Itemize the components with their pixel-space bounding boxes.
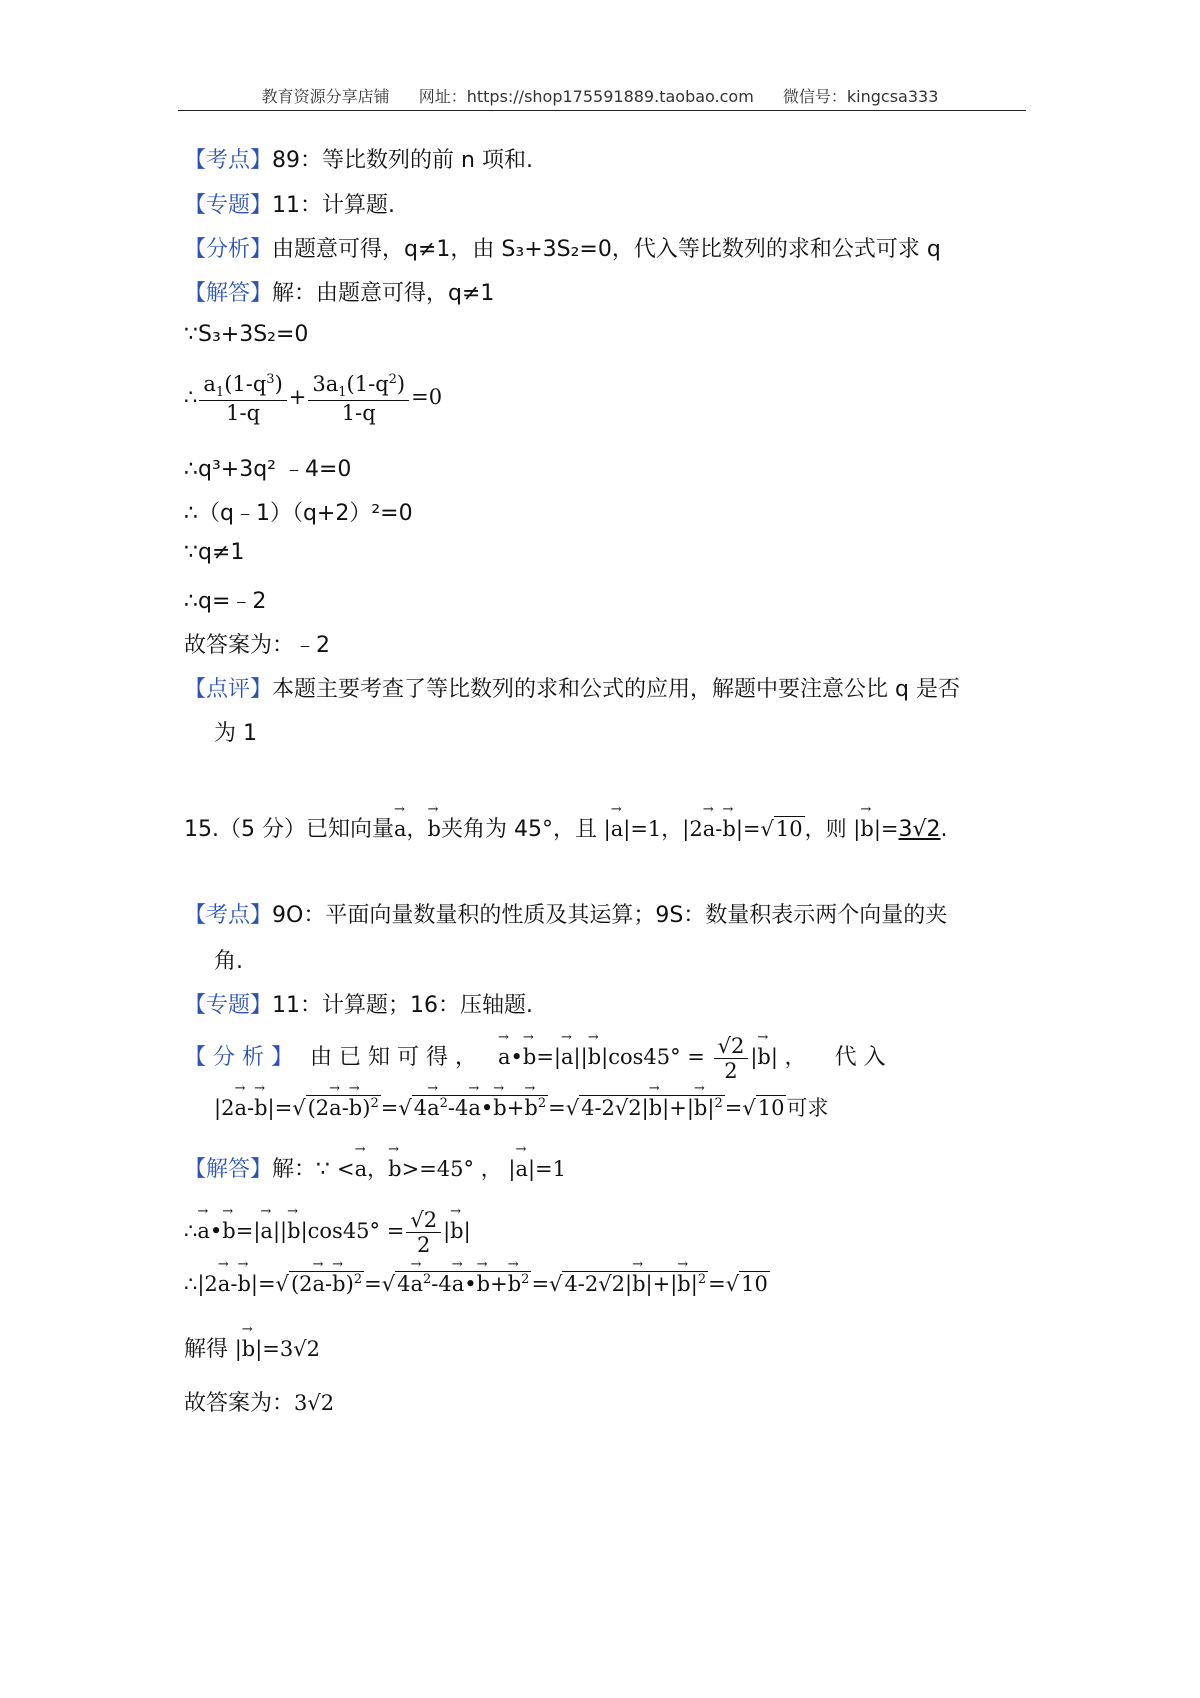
p15-kaodian-cont: 角. [214,949,243,974]
p15-jieda: 【解答】解：∵ <→ a，→ b>=45° ， |→ a|=1 [184,1152,566,1183]
p15-step1-formula: ∴→ a•→ b=|→ a||→ b|cos45° = $\frac{√2}{2}$ |→ b| [184,1208,471,1257]
p15-answer-blank: 3√2 [898,817,941,842]
p14-fenxi: 【分析】由题意可得，q≠1，由 S₃+3S₂=0，代入等比数列的求和公式可求 q [184,237,941,262]
p14-kaodian: 【考点】89：等比数列的前 n 项和. [184,148,533,173]
p15-answer: 故答案为：3√2 [184,1391,335,1416]
p14-step1: ∵S₃+3S₂=0 [184,322,309,347]
header-url: 网址：https://shop175591889.taobao.com [418,87,754,106]
p14-answer: 故答案为：﹣2 [184,633,330,658]
p15-fenxi-formula: $|2\to a-\to b|=√(2\to a-\to b)^2=√4\to a^2-4\to$ a•→ $b+\to b^2=√4-2√2|\to b|+|\to b|^2=√10$可求 [214,1092,828,1122]
p15-step2-formula: ∴|2→ $a-\to b|=√(2\to a-\to b)^2=√4\to a^2-4\to$ a•→ $b+\to b^2=√4-2√2|\to b|+|\to b|^2=√10$ [184,1272,770,1296]
p15-question: 15.（5 分）已知向量→ a，→ b夹角为 45°，且 |→ a|=1，|2→ a-→ b|=√10，则 |→ b|=3√2. [184,812,948,843]
p14-step3: ∴q³+3q² ﹣4=0 [184,457,352,482]
p14-step5: ∵q≠1 [184,540,245,565]
p14-dianping-cont: 为 1 [214,721,257,746]
header-shop: 教育资源分享店铺 [261,87,390,106]
p15-kaodian: 【考点】9O：平面向量数量积的性质及其运算；9S：数量积表示两个向量的夹 [184,903,948,928]
p14-step2-formula: ∴ $\frac{a_1(1-q^3)}{1-q}$ + $\frac{3a_1(1-q^2)}{1-q}$ =0 [184,372,443,426]
page-header [0,84,1200,107]
p14-step6: ∴q=﹣2 [184,589,267,614]
p14-zhuanti: 【专题】11：计算题. [184,193,396,218]
p15-solve: 解得 |→ b|=3√2 [184,1332,320,1363]
p14-jieda: 【解答】解：由题意可得，q≠1 [184,281,495,306]
p14-step4: ∴（q﹣1）（q+2）²=0 [184,501,413,526]
header-divider [178,110,1026,111]
p15-zhuanti: 【专题】11：计算题；16：压轴题. [184,993,533,1018]
p14-dianping: 【点评】本题主要考查了等比数列的求和公式的应用，解题中要注意公比 q 是否 [184,677,960,702]
header-wechat: 微信号：kingcsa333 [782,87,939,106]
p15-fenxi: 【 分 析 】 由 已 知 可 得 ， → a•→ b=|→ a||→ b|cos45° = $\frac{√2}{2}$ |→ b| ， 代 入 [184,1034,886,1083]
